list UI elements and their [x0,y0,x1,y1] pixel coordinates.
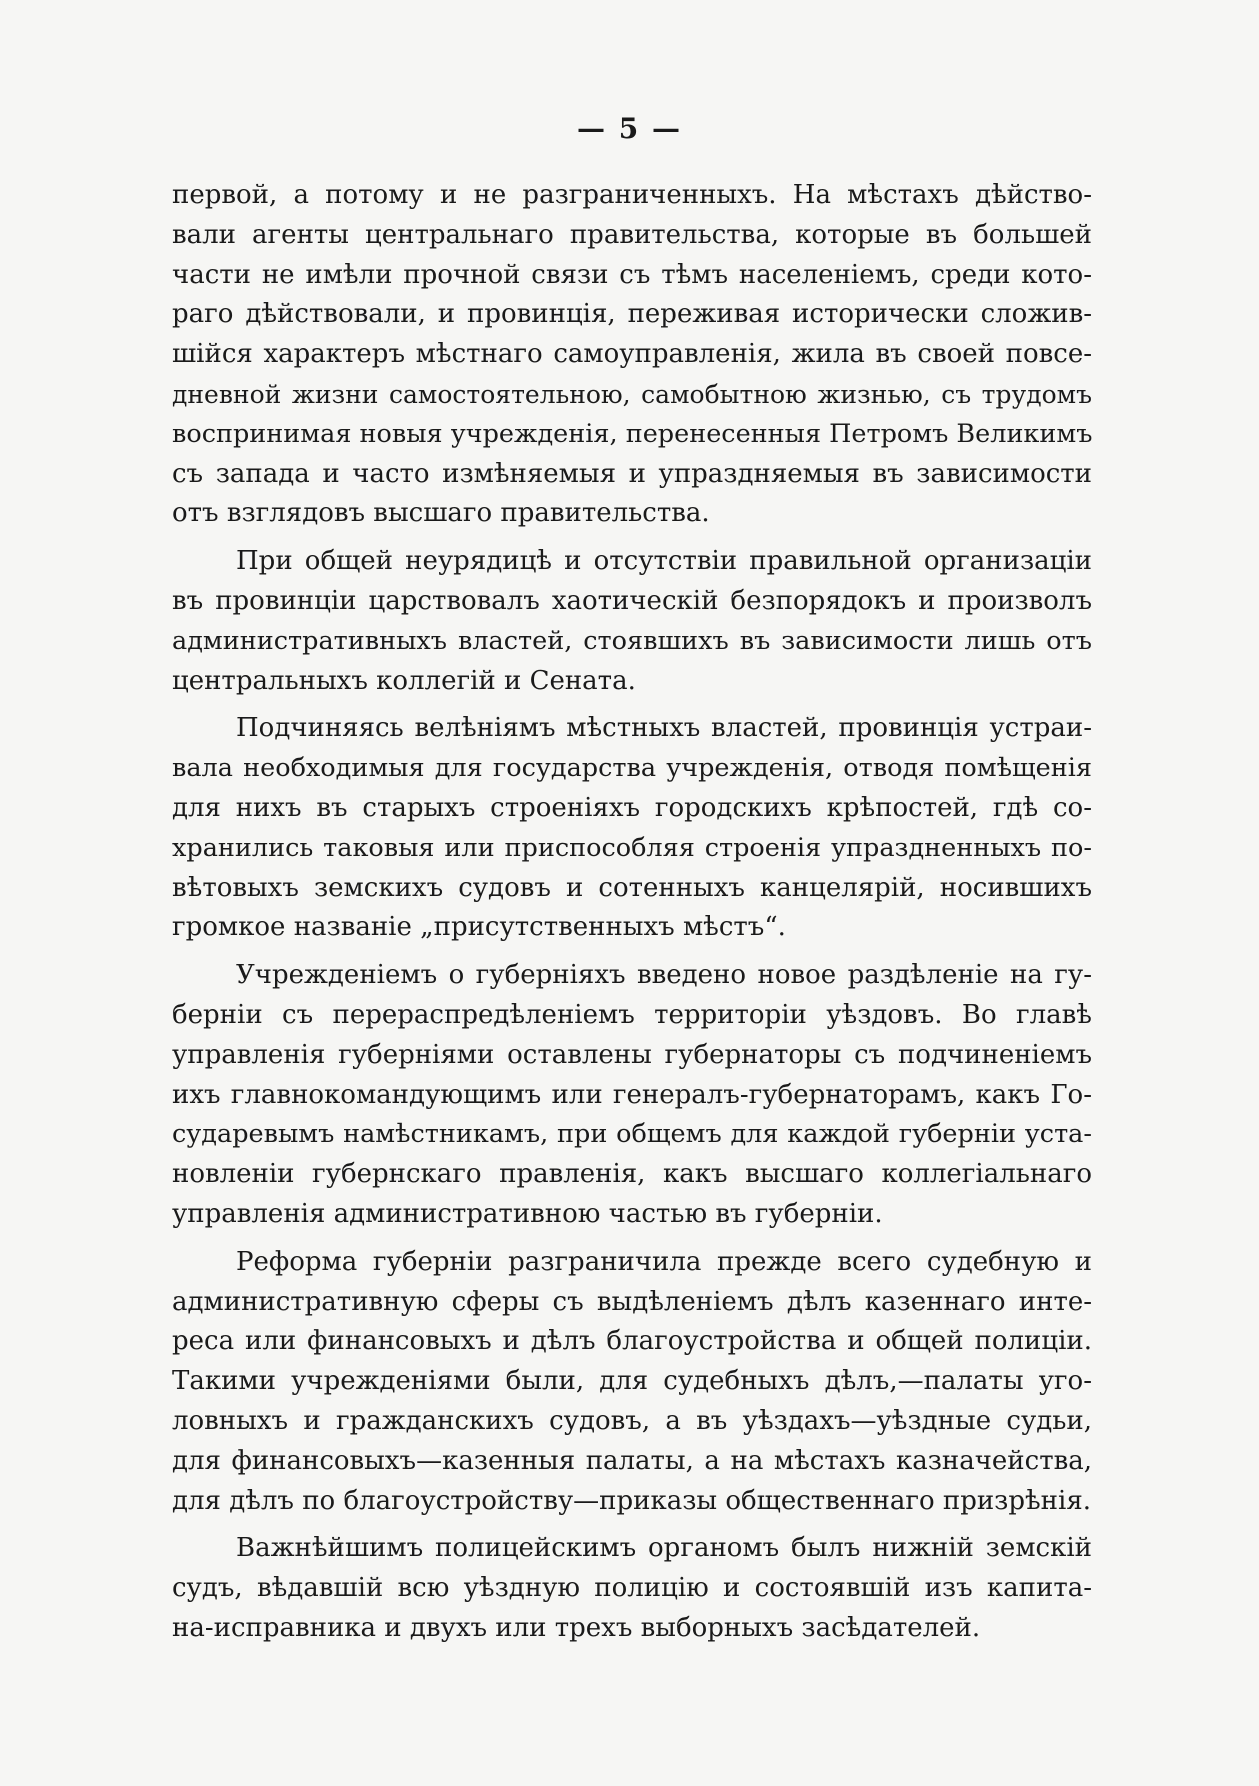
text-line: Такими учрежденіями были, для судебныхъ дѣлъ,—палаты уго- [172,1366,1092,1397]
text-line: вѣтовыхъ земскихъ судовъ и сотенныхъ канцелярій, носившихъ [172,872,1092,903]
text-line: вали агенты центральнаго правительства, которые въ большей [172,219,1092,250]
text-line: Реформа губерніи разграничила прежде всего судебную и [236,1246,1092,1277]
text-line: реса или финансовыхъ и дѣлъ благоустройства и общей полиціи. [172,1326,1092,1357]
paragraph [172,956,1092,1235]
dash-left: — [577,112,607,145]
text-line: громкое названіе „присутственныхъ мѣстъ“. [172,912,786,943]
text-line: первой, а потому и не разграниченныхъ. На мѣстахъ дѣйство- [172,180,1092,210]
text-line: Учрежденіемъ о губерніяхъ введено новое раздѣленіе на гу- [236,960,1092,991]
text-line: на-исправника и двухъ или трехъ выборныхъ засѣдателей. [172,1612,981,1643]
paragraph-gap [172,1235,1092,1243]
text-line: Подчиняясь велѣніямъ мѣстныхъ властей, провинція устраи- [236,713,1092,744]
text-line: съ запада и часто измѣняемыя и упраздняемыя въ зависимости [172,458,1092,489]
text-line: для дѣлъ по благоустройству—приказы общественнаго призрѣнія. [172,1485,1091,1516]
text-line: управленія губерніями оставлены губернаторы съ подчиненіемъ [172,1039,1092,1070]
text-line: При общей неурядицѣ и отсутствіи правильной организаціи [236,546,1092,577]
paragraph [172,1529,1092,1648]
text-line: новленіи губернскаго правленія, какъ высшаго коллегіальнаго [172,1159,1092,1190]
text-line: вала необходимыя для государства учрежденія, отводя помѣщенія [172,753,1092,784]
page-number [0,112,1259,145]
text-line: части не имѣли прочной связи съ тѣмъ населеніемъ, среди кото- [172,259,1092,290]
text-line: судъ, вѣдавшій всю уѣздную полицію и состоявшій изъ капита- [172,1573,1092,1604]
dash-right: — [651,112,682,145]
text-line: административныхъ властей, стоявшихъ въ зависимости лишь отъ [172,625,1092,656]
text-line: сударевымъ намѣстникамъ, при общемъ для каждой губерніи уста- [172,1119,1092,1150]
paragraph [172,1243,1092,1522]
text-line: берніи съ перераспредѣленіемъ территоріи уѣздовъ. Во главѣ [172,999,1092,1030]
text-line: для нихъ въ старыхъ строеніяхъ городскихъ крѣпостей, гдѣ со- [172,792,1092,823]
text-line: шійся характеръ мѣстнаго самоуправленія, жила въ своей повсе- [172,339,1092,370]
text-line: отъ взглядовъ высшаго правительства. [172,498,710,529]
text-line: управленія административною частью въ губерніи. [172,1198,883,1229]
text-line: раго дѣйствовали, и провинція, переживая исторически сложив- [172,299,1092,330]
paragraph-gap [172,948,1092,956]
text-line: ловныхъ и гражданскихъ судовъ, а въ уѣздахъ—уѣздные судьи, [172,1405,1092,1436]
text-line: ихъ главнокомандующимъ или генералъ-губернаторамъ, какъ Го- [172,1079,1092,1110]
text-line: хранились таковыя или приспособляя строенія упраздненныхъ по- [172,832,1092,863]
paragraph-gap [172,1521,1092,1529]
text-line: Важнѣйшимъ полицейскимъ органомъ былъ нижній земскій [236,1533,1092,1564]
text-line: дневной жизни самостоятельною, самобытною жизнью, съ трудомъ [172,379,1092,409]
paragraph [172,176,1092,534]
paragraph-gap [172,701,1092,709]
text-line: для финансовыхъ—казенныя палаты, а на мѣстахъ казначейства, [172,1445,1092,1476]
text-line: въ провинціи царствовалъ хаотическій безпорядокъ и произволъ [172,585,1092,616]
body-text [172,176,1092,1649]
page-number-value: 5 [618,112,641,145]
paragraph-gap [172,534,1092,542]
text-line: воспринимая новыя учрежденія, перенесенныя Петромъ Великимъ [172,418,1092,449]
paragraph [172,709,1092,948]
text-line: административную сферы съ выдѣленіемъ дѣлъ казеннаго инте- [172,1286,1092,1317]
paragraph [172,542,1092,701]
text-line: центральныхъ коллегій и Сената. [172,665,636,696]
